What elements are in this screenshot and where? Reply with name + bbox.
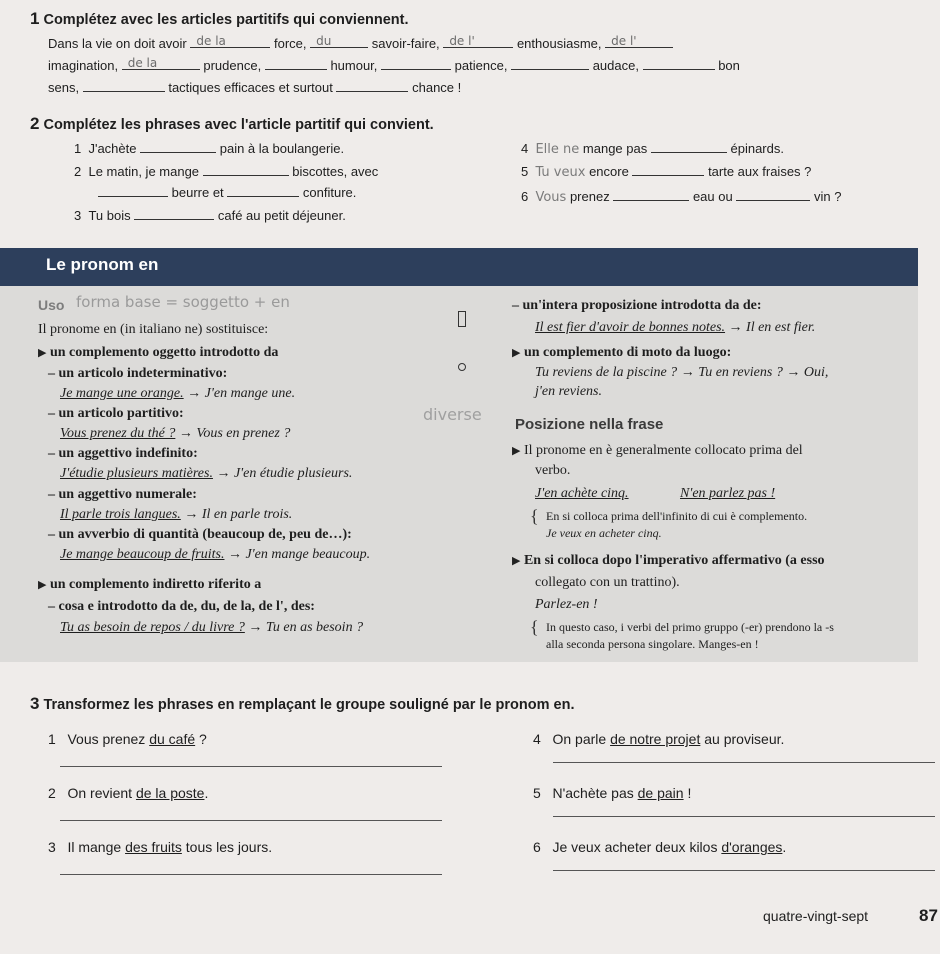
uso-label: Uso bbox=[38, 297, 65, 313]
decorative-mark bbox=[458, 311, 466, 327]
grammar-rule-posizione-cont: verbo. bbox=[535, 463, 571, 478]
exercise-2-item-5: 5 Tu veux encore tarte aux fraises ? bbox=[521, 164, 812, 180]
exercise-1-row-2: imagination, de la prudence, humour, patience, audace, bon bbox=[48, 56, 740, 73]
grammar-example: Parlez-en ! bbox=[535, 597, 598, 612]
grammar-rule-oggetto: ▶ un complemento oggetto introdotto da bbox=[38, 345, 279, 360]
grammar-example: j'en reviens. bbox=[535, 384, 603, 399]
exercise-3-item-4: 4 On parle de notre projet au proviseur. bbox=[533, 731, 785, 747]
blank-field[interactable] bbox=[265, 57, 327, 70]
grammar-note: En si colloca prima dell'infinito di cui è complemento. bbox=[546, 509, 808, 523]
exercise-2-item-3: 3 Tu bois café au petit déjeuner. bbox=[74, 208, 346, 223]
exercise-1-row-3: sens, tactiques efficaces et surtout chance ! bbox=[48, 80, 462, 95]
grammar-example: Tu reviens de la piscine ? → Tu en reviens ? → Oui, bbox=[535, 365, 829, 380]
grammar-example: J'en achète cinq. bbox=[535, 486, 629, 501]
grammar-rule-imperativo: ▶ En si colloca dopo l'imperativo affermativo (a esso bbox=[512, 553, 825, 568]
grammar-example: Il parle trois langues. → Il en parle trois. bbox=[60, 507, 293, 522]
blank-field[interactable]: de la bbox=[190, 35, 270, 48]
bullet-icon: ▶ bbox=[38, 579, 47, 591]
exercise-3-item-2: 2 On revient de la poste. bbox=[48, 785, 209, 801]
blank-field[interactable] bbox=[336, 79, 408, 92]
grammar-note: In questo caso, i verbi del primo gruppo (-er) prendono la -s bbox=[546, 620, 834, 634]
exercise-3-item-5: 5 N'achète pas de pain ! bbox=[533, 785, 692, 801]
grammar-note: alla seconda persona singolare. Manges-en ! bbox=[546, 637, 759, 651]
blank-field[interactable] bbox=[632, 163, 704, 176]
bullet-icon: ▶ bbox=[512, 445, 521, 457]
brace-icon: { bbox=[530, 617, 539, 637]
blank-field[interactable]: de l' bbox=[605, 35, 673, 48]
blank-field[interactable] bbox=[227, 184, 299, 197]
exercise-number: 1 bbox=[30, 9, 40, 28]
handwritten-note: diverse bbox=[423, 405, 482, 424]
grammar-sub-avverbio: – un avverbio di quantità (beaucoup de, peu de…): bbox=[48, 527, 352, 542]
answer-line[interactable] bbox=[553, 870, 935, 871]
blank-field[interactable] bbox=[613, 188, 689, 201]
bullet-icon: ▶ bbox=[38, 347, 47, 359]
blank-field[interactable] bbox=[83, 79, 165, 92]
grammar-rule-posizione: ▶ Il pronome en è generalmente collocato prima del bbox=[512, 443, 803, 458]
grammar-sub-partitivo: – un articolo partitivo: bbox=[48, 406, 184, 421]
blank-field[interactable] bbox=[643, 57, 715, 70]
grammar-example: Je mange beaucoup de fruits. → J'en mange beaucoup. bbox=[60, 547, 371, 562]
grammar-example: Je mange une orange. → J'en mange une. bbox=[60, 386, 296, 401]
blank-field[interactable] bbox=[651, 140, 727, 153]
bullet-icon: ▶ bbox=[512, 347, 521, 359]
exercise-2-item-6: 6 Vous prenez eau ou vin ? bbox=[521, 189, 842, 205]
exercise-1-title: 1 Complétez avec les articles partitifs qui conviennent. bbox=[30, 9, 409, 28]
blank-field[interactable] bbox=[203, 163, 289, 176]
decorative-dot bbox=[458, 363, 466, 371]
grammar-sub-indeterminativo: – un articolo indeterminativo: bbox=[48, 366, 228, 381]
grammar-rule-indiretto: ▶ un complemento indiretto riferito a bbox=[38, 577, 262, 592]
exercise-3-item-3: 3 Il mange des fruits tous les jours. bbox=[48, 839, 273, 855]
exercise-2-title: 2 Complétez les phrases avec l'article partitif qui convient. bbox=[30, 114, 434, 133]
answer-line[interactable] bbox=[60, 766, 442, 767]
answer-line[interactable] bbox=[60, 874, 442, 875]
exercise-3-item-6: 6 Je veux acheter deux kilos d'oranges. bbox=[533, 839, 787, 855]
blank-field[interactable]: de l' bbox=[443, 35, 513, 48]
handwritten-note: forma base = soggetto + en bbox=[76, 293, 290, 311]
grammar-sub-numerale: – un aggettivo numerale: bbox=[48, 487, 197, 502]
exercise-2-item-2-cont: beurre et confiture. bbox=[98, 184, 356, 200]
answer-line[interactable] bbox=[553, 816, 935, 817]
exercise-1-row-1: Dans la vie on doit avoir de la force, du savoir-faire, de l' enthousiasme, de l' bbox=[48, 35, 673, 51]
posizione-title: Posizione nella frase bbox=[515, 416, 664, 433]
grammar-sub-cosa: – cosa e introdotto da de, du, de la, de l', des: bbox=[48, 599, 315, 614]
grammar-note-example: Je veux en acheter cinq. bbox=[546, 526, 662, 540]
grammar-intro: Il pronome en (in italiano ne) sostituisce: bbox=[38, 322, 269, 337]
bullet-icon: ▶ bbox=[512, 555, 521, 567]
brace-icon: { bbox=[530, 506, 539, 526]
grammar-example: J'étudie plusieurs matières. → J'en étudie plusieurs. bbox=[60, 466, 353, 481]
exercise-2-item-2: 2 Le matin, je mange biscottes, avec bbox=[74, 164, 379, 179]
blank-field[interactable]: du bbox=[310, 35, 368, 48]
exercise-2-item-1: 1 J'achète pain à la boulangerie. bbox=[74, 141, 345, 156]
blank-field[interactable] bbox=[134, 207, 214, 220]
exercise-2-item-4: 4 Elle ne mange pas épinards. bbox=[521, 141, 784, 157]
grammar-sub-indefinito: – un aggettivo indefinito: bbox=[48, 446, 198, 461]
blank-field[interactable] bbox=[381, 57, 451, 70]
answer-line[interactable] bbox=[60, 820, 442, 821]
page-number-words: quatre-vingt-sept bbox=[763, 908, 869, 924]
grammar-example: Tu as besoin de repos / du livre ? → Tu en as besoin ? bbox=[60, 620, 364, 635]
grammar-example: Vous prenez du thé ? → Vous en prenez ? bbox=[60, 426, 291, 441]
page-number: 87 bbox=[919, 906, 938, 925]
grammar-rule-imperativo-cont: collegato con un trattino). bbox=[535, 575, 680, 590]
blank-field[interactable] bbox=[736, 188, 810, 201]
exercise-3-item-1: 1 Vous prenez du café ? bbox=[48, 731, 207, 747]
grammar-title: Le pronom en bbox=[46, 255, 159, 274]
grammar-example: N'en parlez pas ! bbox=[680, 486, 776, 501]
blank-field[interactable]: de la bbox=[122, 57, 200, 70]
answer-line[interactable] bbox=[553, 762, 935, 763]
grammar-rule-moto: ▶ un complemento di moto da luogo: bbox=[512, 345, 732, 360]
blank-field[interactable] bbox=[511, 57, 589, 70]
exercise-3-title: 3 Transformez les phrases en remplaçant le groupe souligné par le pronom en. bbox=[30, 694, 575, 713]
grammar-rule-proposizione: – un'intera proposizione introdotta da de: bbox=[512, 298, 762, 313]
blank-field[interactable] bbox=[98, 184, 168, 197]
blank-field[interactable] bbox=[140, 140, 216, 153]
grammar-example: Il est fier d'avoir de bonnes notes. → Il en est fier. bbox=[535, 320, 816, 335]
